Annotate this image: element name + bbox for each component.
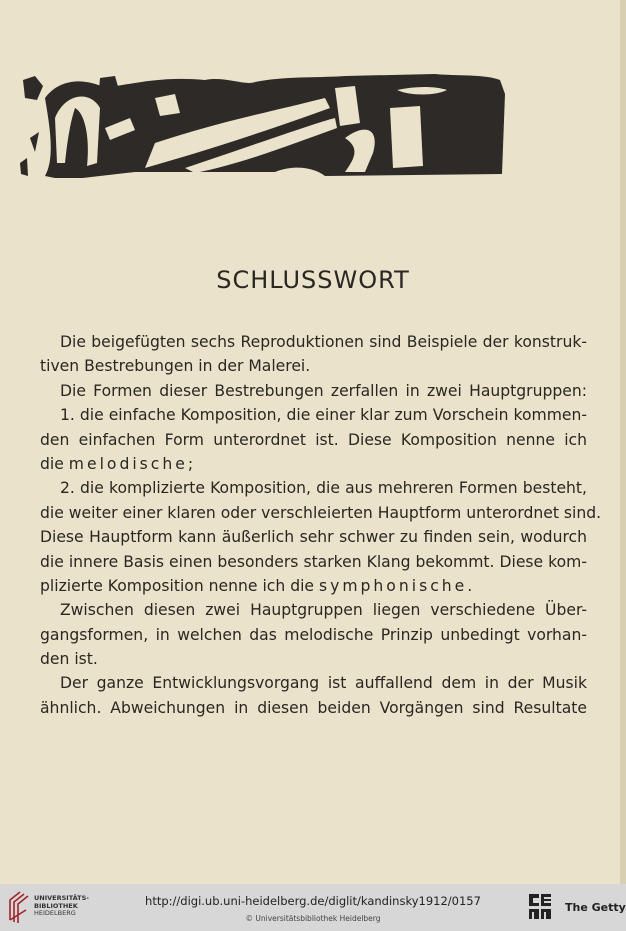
text-line-content: Die beigefügten sechs Reproduktionen sind Beispiele der konstruk- [60, 333, 587, 351]
text-line [40, 525, 587, 549]
text-line [40, 696, 587, 720]
text-line-content: die [40, 454, 69, 473]
text-line-content: 1. die einfache Komposition, die einer klar zum Vorschein kommen- [60, 406, 587, 425]
woodcut-vignette [15, 68, 530, 178]
text-line [40, 379, 587, 403]
text-line [40, 476, 587, 500]
text-line [40, 623, 587, 647]
text-line [40, 671, 587, 695]
chapter-title: SCHLUSSWORT [216, 266, 410, 294]
text-line-content: Der ganze Entwicklungsvorgang ist auffallend dem in der Musik [60, 674, 587, 693]
footer-bar [0, 884, 626, 931]
text-line [40, 598, 587, 622]
permalink-url[interactable]: http://digi.ub.uni-heidelberg.de/diglit/kandinsky1912/0157 [145, 894, 481, 908]
getty-logo-icon [527, 892, 555, 924]
library-line-3: HEIDELBERG [34, 909, 76, 917]
punctuation: ; [187, 454, 194, 473]
text-line-content: Zwischen diesen zwei Hauptgruppen liegen verschiedene Über- [60, 601, 587, 620]
text-line-content: den ist. [40, 650, 98, 669]
text-line [40, 452, 587, 476]
text-line [40, 403, 587, 427]
library-line-2: BIBLIOTHEK [34, 901, 78, 910]
page-edge [620, 0, 626, 884]
text-line-content: Diese Hauptform kann äußerlich sehr schwer zu finden sein, wodurch [40, 528, 587, 547]
spaced-emphasis: melodische [68, 454, 188, 473]
text-line [40, 428, 587, 452]
text-line-content: die innere Basis einen besonders starken Klang bekommt. Diese kom- [40, 552, 587, 571]
body-text [40, 330, 602, 720]
text-line [40, 501, 602, 525]
text-line-content: den einfachen Form unterordnet ist. Diese Komposition nenne ich [40, 430, 587, 449]
text-line-content: tiven Bestrebungen in der Malerei. [40, 357, 311, 376]
text-line-content: gangsformen, in welchen das melodische Prinzip unbedingt vorhan- [40, 625, 587, 644]
partner-name: The Getty [565, 901, 626, 914]
text-line [40, 354, 587, 378]
text-line [40, 330, 587, 354]
spaced-emphasis: symphonische [318, 576, 468, 595]
text-line-content: ähnlich. Abweichungen in diesen beiden Vorgängen sind Resultate [40, 698, 587, 717]
punctuation: . [467, 576, 473, 595]
text-line [40, 550, 587, 574]
text-line-content: die weiter einer klaren oder verschleierten Hauptform unterordnet sind. [40, 503, 602, 522]
text-line-content: Die Formen dieser Bestrebungen zerfallen in zwei Hauptgruppen: [60, 381, 587, 400]
text-line [40, 647, 587, 671]
text-line-content: plizierte Komposition nenne ich die [40, 576, 319, 595]
text-line-content: 2. die komplizierte Komposition, die aus mehreren Formen besteht, [60, 479, 587, 498]
text-line [40, 574, 587, 598]
library-line-1: UNIVERSITÄTS- [34, 894, 89, 902]
copyright-notice: © Universitätsbibliothek Heidelberg [245, 914, 381, 923]
